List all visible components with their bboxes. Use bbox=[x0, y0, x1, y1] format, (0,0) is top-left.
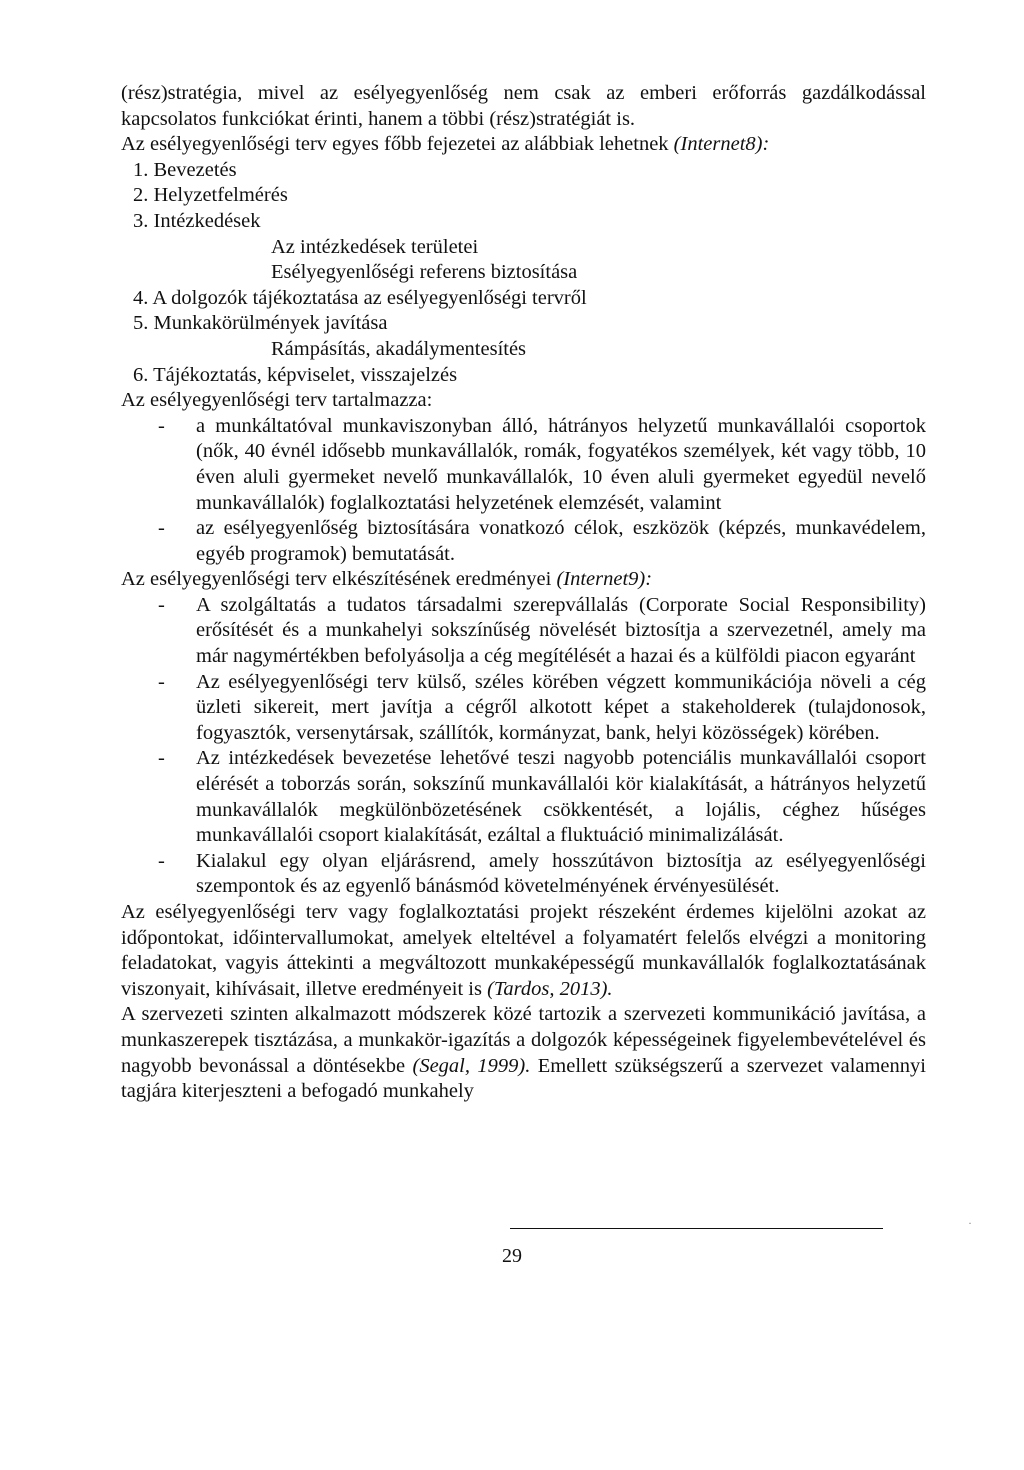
dash-bullet: - bbox=[158, 670, 165, 693]
paragraph-intro: (rész)stratégia, mivel az esélyegyenlőség nem csak az emberi erőforrás gazdálkodással kapcsolatos funkciókat érinti, hanem a többi (rész)stratégiát is. bbox=[121, 82, 926, 130]
paragraph-text: Az esélyegyenlőségi terv vagy foglalkoztatási projekt részeként érdemes kijelölni azokat az időpontokat, időintervallumokat, amelyek elteltével a folyamatért felelős elvégzi a monitoring feladatokat, vagyis áttekinti a megváltozott munkaképességű munkavállalók foglalkoztatásának viszonyait, kihívásait, illetve eredményeit is bbox=[121, 901, 926, 1000]
footer-rule bbox=[510, 1228, 883, 1229]
citation: (Segal, 1999). bbox=[412, 1054, 531, 1077]
chapter-item: 3. Intézkedések bbox=[133, 209, 261, 232]
list-item-text: Kialakul egy olyan eljárásrend, amely hosszútávon biztosítja az esélyegyenlőségi szempontok és az egyenlő bánásmód követelményének érvényesülését. bbox=[196, 849, 926, 898]
list-item bbox=[121, 414, 926, 516]
dash-bullet: - bbox=[158, 593, 165, 616]
paragraph-methods bbox=[121, 1002, 926, 1104]
chapter-item: 6. Tájékoztatás, képviselet, visszajelzés bbox=[133, 363, 458, 386]
list-item bbox=[121, 516, 926, 567]
dash-bullet: - bbox=[158, 517, 165, 540]
scan-mark: · bbox=[968, 1216, 972, 1230]
chapter-subitem: Esélyegyenlőségi referens biztosítása bbox=[271, 261, 578, 284]
paragraph-text: Az esélyegyenlőségi terv elkészítésének eredményei bbox=[121, 568, 557, 591]
paragraph-text: Emellett szükségszerű a szervezet valamennyi tagjára kiterjeszteni a befogadó munkahely bbox=[121, 1054, 926, 1103]
chapter-subitem: Az intézkedések területei bbox=[271, 235, 479, 258]
chapter-item: 5. Munkakörülmények javítása bbox=[133, 312, 388, 335]
citation: (Internet9): bbox=[556, 568, 653, 591]
dash-bullet: - bbox=[158, 849, 165, 872]
dash-bullet: - bbox=[158, 414, 165, 437]
list-item bbox=[121, 849, 926, 900]
paragraph-monitoring bbox=[121, 900, 926, 1002]
list-item bbox=[121, 593, 926, 670]
list-item-text: Az esélyegyenlőségi terv külső, széles körében végzett kommunikációja növeli a cég üzleti sikereit, mert javítja a cégről alkotott képet a stakeholderek (tulajdonosok, fogyasztók, versenytársak, szállítók, kormányzat, bank, helyi közösségek) körében. bbox=[196, 670, 926, 744]
paragraph-chapters-intro bbox=[121, 132, 926, 158]
paragraph-contents-intro: Az esélyegyenlőségi terv tartalmazza: bbox=[121, 389, 433, 412]
list-item-text: A szolgáltatás a tudatos társadalmi szerepvállalás (Corporate Social Responsibility) erősítését és a munkahelyi sokszínűség növelését biztosítja a szervezetnél, amely ma már nagymértékben befolyásolja a cég megítélését a hazai és a külföldi piacon egyaránt bbox=[196, 593, 926, 668]
chapter-item: 4. A dolgozók tájékoztatása az esélyegyenlőségi tervről bbox=[133, 286, 587, 309]
paragraph-text: Az esélyegyenlőségi terv egyes főbb fejezetei az alábbiak lehetnek bbox=[121, 133, 674, 156]
page-body bbox=[121, 81, 926, 1105]
citation: (Tardos, 2013). bbox=[487, 977, 613, 1000]
paragraph-results-intro bbox=[121, 567, 926, 593]
dash-bullet: - bbox=[158, 747, 165, 770]
list-item bbox=[121, 670, 926, 747]
results-list bbox=[121, 593, 926, 900]
list-item-text: a munkáltatóval munkaviszonyban álló, hátrányos helyzetű munkavállalói csoportok (nők, 40 évnél idősebb munkavállalók, romák, fogyatékos személyek, két vagy több, 10 éven aluli gyermeket nevelő munkavállalók, 10 éven aluli gyermeket egyedül nevelő munkavállalók) foglalkoztatási helyzetének elemzését, valamint bbox=[196, 414, 926, 514]
paragraph-text: A szervezeti szinten alkalmazott módszerek közé tartozik a szervezeti kommunikáció javítása, a munkaszerepek tisztázása, a munkakör-igazítás a dolgozók képességeinek figyelembevételével és nagyobb bevonással a döntésekbe bbox=[121, 1003, 926, 1077]
list-item-text: az esélyegyenlőség biztosítására vonatkozó célok, eszközök (képzés, munkavédelem, egyéb programok) bemutatását. bbox=[196, 517, 926, 565]
list-item-text: Az intézkedések bevezetése lehetővé teszi nagyobb potenciális munkavállalói csoport elérését a toborzás során, sokszínű munkavállalói kör kialakítását, a hátrányos helyzetű munkavállalók megkülönbözetésének csökkentését, a lojális, céghez hűséges munkavállalói csoport kialakítását, ezáltal a fluktuáció minimalizálását. bbox=[196, 747, 926, 847]
chapter-list bbox=[121, 158, 926, 388]
chapter-item: 2. Helyzetfelmérés bbox=[133, 184, 288, 207]
list-item bbox=[121, 746, 926, 848]
chapter-subitem: Rámpásítás, akadálymentesítés bbox=[271, 337, 527, 360]
page-number: 29 bbox=[502, 1245, 522, 1267]
chapter-item: 1. Bevezetés bbox=[133, 158, 237, 181]
content-list bbox=[121, 414, 926, 568]
citation: (Internet8): bbox=[673, 133, 770, 156]
